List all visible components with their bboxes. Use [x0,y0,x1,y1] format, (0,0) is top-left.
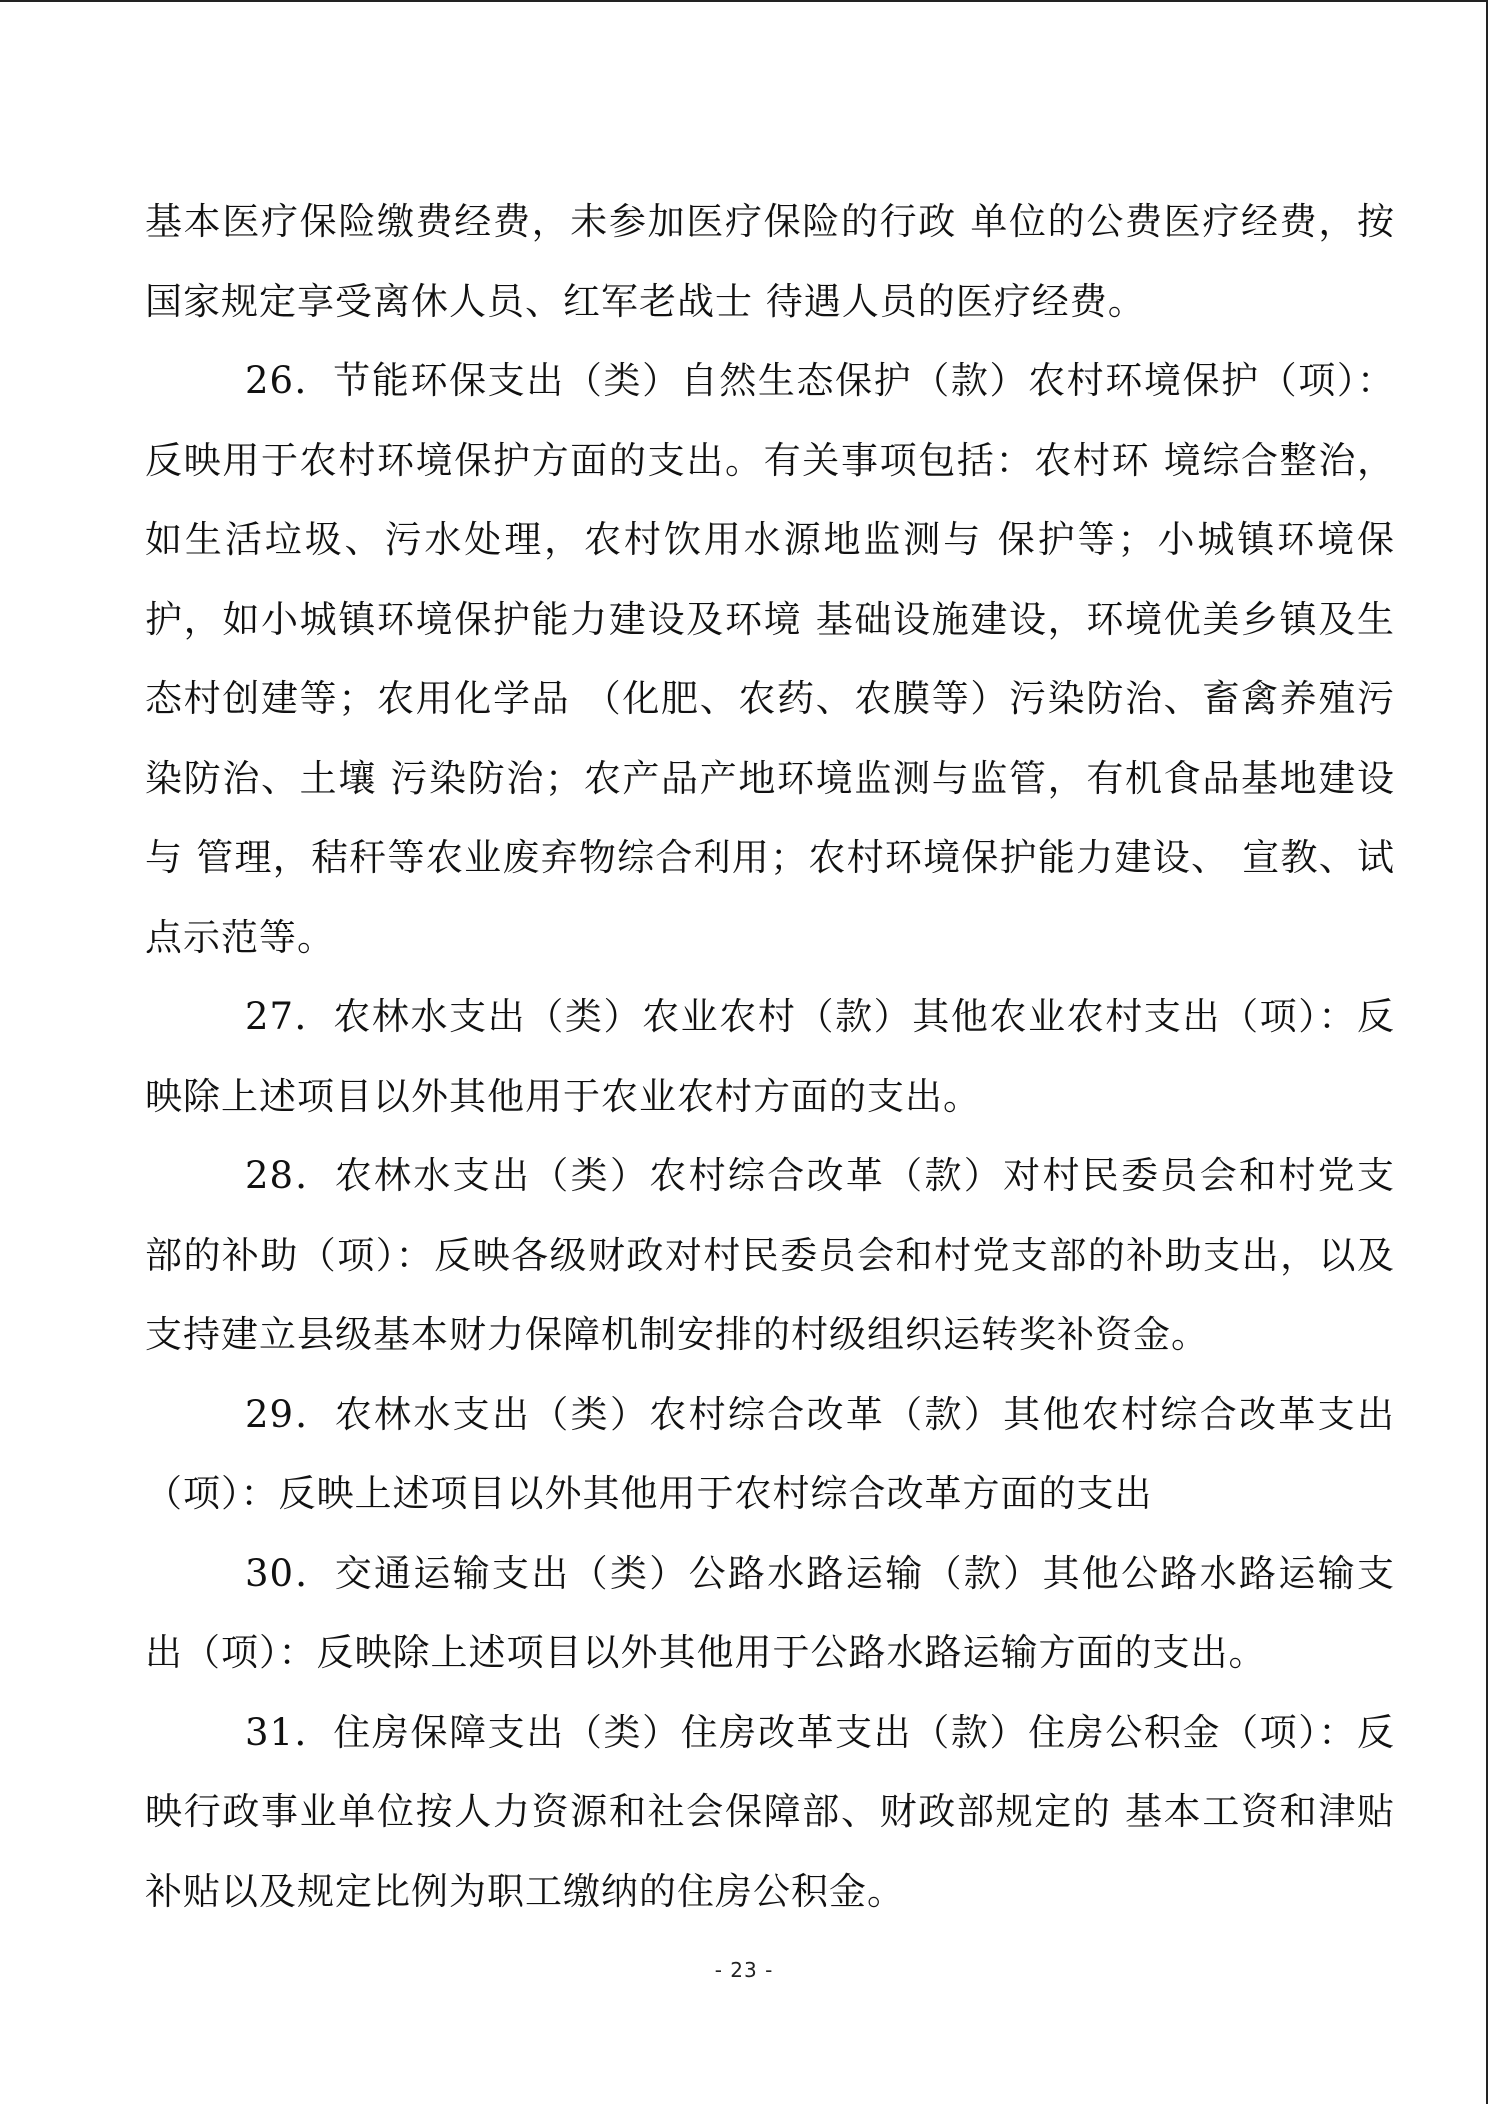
document-body [145,182,1395,1931]
paragraph-item-26: 26．节能环保支出（类）自然生态保护（款）农村环境保护（项）：反映用于农村环境保护方面的支出。有关事项包括：农村环 境综合整治，如生活垃圾、污水处理，农村饮用水源地监测与 保护等；小城镇环境保护，如小城镇环境保护能力建设及环境 基础设施建设，环境优美乡镇及生态村创建等；农用化学品 （化肥、农药、农膜等）污染防治、畜禽养殖污染防治、土壤 污染防治；农产品产地环境监测与监管，有机食品基地建设与 管理，秸秆等农业废弃物综合利用；农村环境保护能力建设、 宣教、试点示范等。 [145,359,1395,959]
paragraph-medical-expenses-continued: 基本医疗保险缴费经费，未参加医疗保险的行政 单位的公费医疗经费，按国家规定享受离休人员、红军老战士 待遇人员的医疗经费。 [145,200,1395,323]
paragraph-item-31: 31．住房保障支出（类）住房改革支出（款）住房公积金（项）：反映行政事业单位按人力资源和社会保障部、财政部规定的 基本工资和津贴补贴以及规定比例为职工缴纳的住房公积金。 [145,1710,1395,1913]
paragraph-item-27: 27．农林水支出（类）农业农村（款）其他农业农村支出（项）：反映除上述项目以外其他用于农业农村方面的支出。 [145,995,1395,1118]
paragraph-item-28: 28．农林水支出（类）农村综合改革（款）对村民委员会和村党支部的补助（项）：反映各级财政对村民委员会和村党支部的补助支出，以及支持建立县级基本财力保障机制安排的村级组织运转奖补资金。 [145,1154,1395,1356]
paragraph-item-29: 29．农林水支出（类）农村综合改革（款）其他农村综合改革支出（项）：反映上述项目以外其他用于农村综合改革方面的支出 [145,1392,1395,1515]
paragraph-item-30: 30．交通运输支出（类）公路水路运输（款）其他公路水路运输支出（项）：反映除上述项目以外其他用于公路水路运输方面的支出。 [145,1551,1395,1674]
page-number: - 23 - [714,1958,774,1982]
